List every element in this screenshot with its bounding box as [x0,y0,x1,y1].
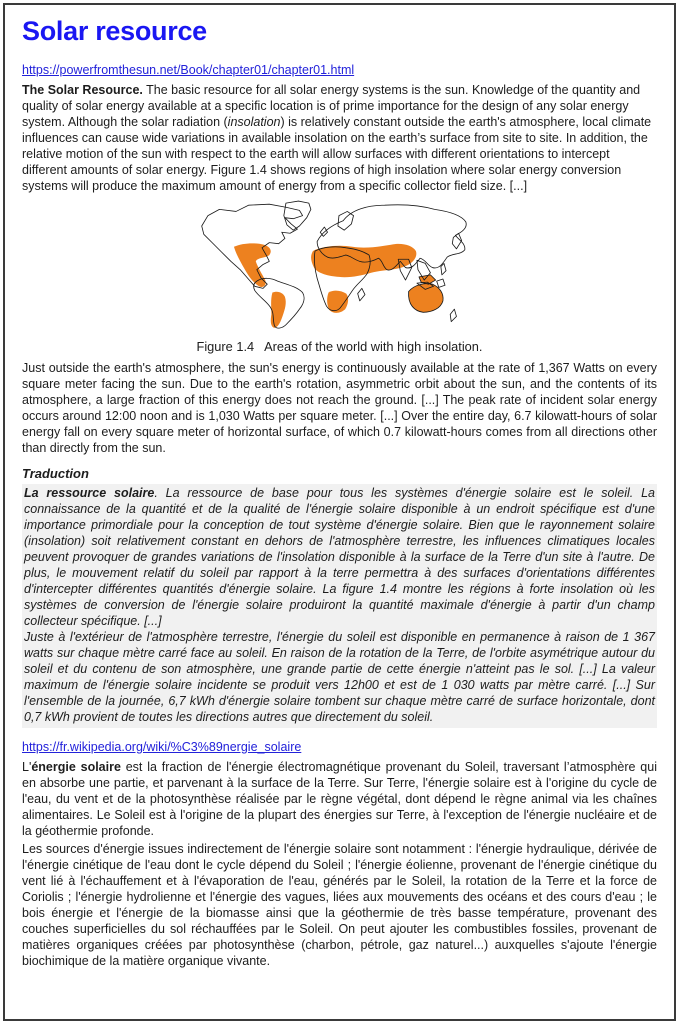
world-insolation-map [194,200,486,331]
energie-solaire-bold: énergie solaire [31,760,121,774]
traduction-highlight-block [22,484,657,728]
paragraph-solar-resource-en [22,82,657,194]
paragraph-atmosphere-en: Just outside the earth's atmosphere, the sun's energy is continuously available at the rate of 1,367 Watts on every square meter facing the sun. Due to the earth's rotation, asymmetric orbit about the sun, and the contents of its atmosphere, a large fraction of this energy does not reach the ground. [...] The peak rate of incident solar energy occurs around 12:00 noon and is 1,030 Watts per square meter. [...] Over the entire day, 6.7 kilowatt-hours of solar energy fall on every square meter of horizontal surface, of which 0.7 kilowatt-hours comes from all directions other than directly from the sun. [22,361,657,455]
paragraph-atmosphere-fr: Juste à l'extérieur de l'atmosphère terrestre, l'énergie du soleil est disponible en permanence à raison de 1 367 watts sur chaque mètre carré face au soleil. En raison de la rotation de la Terre, de l'orbite asymétrique autour du soleil et du contenu de son atmosphère, une grande partie de cette énergie n'atteint pas le sol. [...] La valeur maximum de l'énergie solaire incidente se produit vers 12h00 et est de 1 030 watts par mètre carré. [...] Sur l'ensemble de la journée, 6,7 kWh d'énergie solaire tombent sur chaque mètre carré de surface horizontale, dont 0,7 kWh provient de toutes les directions autres que directement du soleil. [24,630,655,724]
paragraph-ressource-fr [24,485,655,629]
paragraph-lead-bold-fr: La ressource solaire [24,486,155,500]
paragraph-lead-bold: The Solar Resource. [22,83,143,97]
paragraph-text-fr: . La ressource de base pour tous les systèmes d'énergie solaire est le soleil. La connaissance de la quantité et de la qualité de l'énergie solaire disponible à un endroit spécifique est d'une importance primordiale pour la conception de tout système d'énergie solaire. Bien que le rayonnement solaire (insolation) soit relativement constant en dehors de l'atmosphère terrestre, les influences climatiques locales peuvent provoquer de grandes variations de l'insolation disponible à la surface de la Terre d'un site à l'autre. De plus, le mouvement relatif du soleil par rapport à la terre permettra à des surfaces d'orientations différentes d'intercepter différentes quantités d'énergie solaire. La figure 1.4 montre les régions à forte insolation où les systèmes de conversion de l'énergie solaire produiront la quantité maximale d'énergie à partir d'un champ collecteur spécifique. [...] [24,486,655,628]
page-title: Solar resource [22,16,207,46]
paragraph-text: The basic resource for all solar energy systems is the sun. Knowledge of the quantity and quality of solar energy available at a specific location is of prime importance for the design of any solar energy system. Although the solar radiation ( [22,83,641,129]
document-page [3,3,676,1021]
paragraph-wikipedia-1 [22,759,657,839]
paragraph-text: ) is relatively constant outside the earth's atmosphere, local climate influences can cause wide variations in available insolation on the earth’s surface from site to site. In addition, the relative motion of the sun with respect to the earth will allow surfaces with different orientations to intercept different amounts of solar energy. Figure 1.4 shows regions of high insolation where solar energy conversion systems will produce the maximum amount of energy from a specific collector field size. [...] [22,115,652,193]
paragraph-text: L' [22,760,32,774]
paragraph-wikipedia-2: Les sources d'énergie issues indirectement de l'énergie solaire sont notamment : l'énergie hydraulique, dérivée de l'énergie cinétique de l'eau dont le cycle dépend du Soleil ; l'énergie éolienne, provenant de l'énergie cinétique du vent lié à l'échauffement et à l'évaporation de l'eau, générés par le Soleil, la rotation de la Terre et la force de Coriolis ; l'énergie hydrolienne et l'énergie des vagues, liées aux mouvements des océans et des cours d'eau ; le bois énergie et l'énergie de la biomasse ainsi que la géothermie de très basse température, provenant des couches superficielles du sol réchauffées par le Soleil. On peut ajouter les combustibles fossiles, provenant de matières organiques créées par photosynthèse (charbon, pétrole, gaz naturel...) auxquelles s'ajoute l'énergie biochimique de la matière organique vivante. [22,842,657,968]
figure-caption: Figure 1.4 Areas of the world with high insolation. [196,339,483,354]
link-powerfromthesun[interactable]: https://powerfromthesun.net/Book/chapter01/chapter01.html [22,63,355,77]
traduction-heading: Traduction [22,466,89,481]
figure-1-4 [22,200,657,354]
link-wikipedia-energie-solaire[interactable]: https://fr.wikipedia.org/wiki/%C3%89nergie_solaire [22,740,302,754]
insolation-italic: insolation [227,115,281,129]
paragraph-text: est la fraction de l'énergie électromagnétique provenant du Soleil, traversant l’atmosphère qui en absorbe une partie, et parvenant à la surface de la Terre. Sur Terre, l'énergie solaire est à l'origine du cycle de l'eau, du vent et de la photosynthèse réalisée par le règne végétal, dont dépend le règne animal via les chaînes alimentaires. Le Soleil est à l'origine de la plupart des énergies sur Terre, à l'exception de l'énergie nucléaire et de la géothermie profonde. [22,760,657,838]
